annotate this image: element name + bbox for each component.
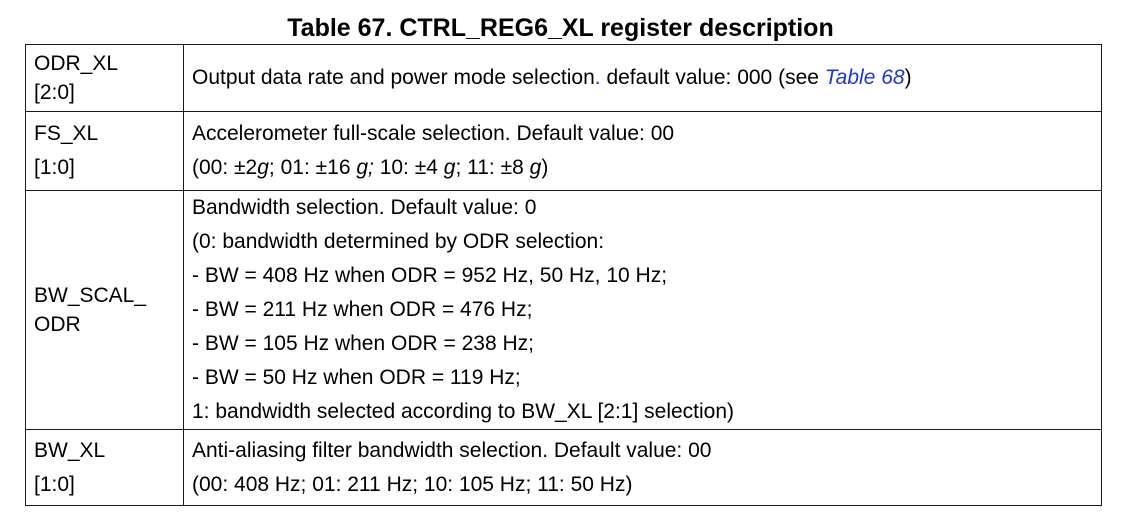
description-cell: [184, 45, 1102, 112]
description-line: - BW = 211 Hz when ODR = 476 Hz;: [192, 298, 533, 321]
description-line: - BW = 50 Hz when ODR = 119 Hz;: [192, 366, 521, 389]
field-name: ODR_XL: [34, 52, 119, 75]
description-line: (00: ±2g; 01: ±16 g; 10: ±4 g; 11: ±8 g): [192, 156, 549, 179]
field-name-cell: [26, 191, 184, 430]
description-line: - BW = 408 Hz when ODR = 952 Hz, 50 Hz, 10 Hz;: [192, 264, 668, 287]
field-bits: [1:0]: [34, 472, 75, 496]
table-title: Table 67. CTRL_REG6_XL register description: [287, 14, 834, 42]
field-name: FS_XL: [34, 122, 99, 145]
description-cell: [184, 112, 1102, 191]
field-name: BW_XL: [34, 438, 106, 462]
description-line: Bandwidth selection. Default value: 0: [192, 196, 537, 219]
description-line: - BW = 105 Hz when ODR = 238 Hz;: [192, 332, 534, 355]
description-cell: [184, 191, 1102, 430]
field-bits: [1:0]: [34, 156, 75, 179]
table-row: [26, 112, 1102, 191]
table-row: [26, 191, 1102, 430]
field-bits: ODR: [34, 313, 81, 336]
field-name: BW_SCAL_: [34, 284, 147, 307]
description-line: Anti-aliasing filter bandwidth selection. Default value: 00: [192, 438, 712, 462]
field-name-cell: [26, 430, 184, 506]
field-name-cell: [26, 45, 184, 112]
description-line: (00: 408 Hz; 01: 211 Hz; 10: 105 Hz; 11: 50 Hz): [192, 472, 633, 496]
table-68-link[interactable]: Table 68: [824, 66, 905, 89]
register-table: [25, 44, 1102, 506]
description-line: (0: bandwidth determined by ODR selection:: [192, 230, 605, 253]
description-line: Output data rate and power mode selection. default value: 000 (see Table 68): [192, 66, 912, 89]
table-row: [26, 430, 1102, 506]
table-row: [26, 45, 1102, 112]
description-cell: [184, 430, 1102, 506]
field-bits: [2:0]: [34, 81, 75, 104]
description-line: 1: bandwidth selected according to BW_XL [2:1] selection): [192, 400, 735, 423]
field-name-cell: [26, 112, 184, 191]
description-line: Accelerometer full-scale selection. Default value: 00: [192, 122, 675, 145]
